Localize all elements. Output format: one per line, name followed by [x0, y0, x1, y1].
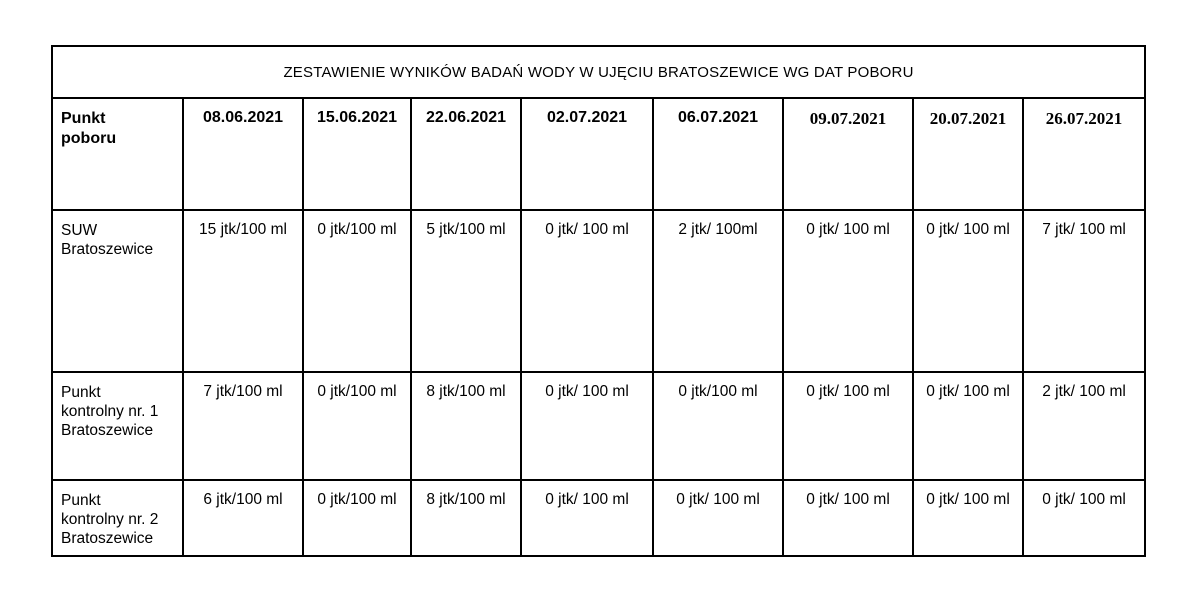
row-label-line: Punkt	[61, 384, 101, 401]
header-date: 08.06.2021	[183, 98, 303, 210]
row-label-line: Bratoszewice	[61, 422, 154, 439]
result-cell: 7 jtk/ 100 ml	[1023, 210, 1145, 372]
result-cell: 0 jtk/ 100 ml	[913, 210, 1023, 372]
result-cell: 0 jtk/ 100 ml	[783, 372, 913, 480]
row-label-suw	[52, 210, 183, 372]
header-label-line: poboru	[61, 130, 117, 147]
header-date: 15.06.2021	[303, 98, 411, 210]
result-cell: 0 jtk/100 ml	[303, 480, 411, 556]
table-row	[52, 480, 1145, 556]
row-label-line: Bratoszewice	[61, 530, 154, 547]
result-cell: 7 jtk/100 ml	[183, 372, 303, 480]
result-cell: 8 jtk/100 ml	[411, 372, 521, 480]
result-cell: 0 jtk/100 ml	[303, 210, 411, 372]
table-row	[52, 372, 1145, 480]
title-row	[52, 46, 1145, 98]
header-date: 06.07.2021	[653, 98, 783, 210]
header-label-line: Punkt	[61, 110, 106, 127]
row-label-line: Punkt	[61, 492, 101, 509]
header-row	[52, 98, 1145, 210]
row-label-line: kontrolny nr. 1	[61, 403, 159, 420]
header-date: 02.07.2021	[521, 98, 653, 210]
row-label-line: SUW	[61, 222, 98, 239]
table-row	[52, 210, 1145, 372]
result-cell: 8 jtk/100 ml	[411, 480, 521, 556]
row-label-punkt-kontrolny-1	[52, 372, 183, 480]
header-date: 22.06.2021	[411, 98, 521, 210]
header-label-punkt-poboru	[52, 98, 183, 210]
result-cell: 2 jtk/ 100 ml	[1023, 372, 1145, 480]
result-cell: 0 jtk/ 100 ml	[913, 372, 1023, 480]
result-cell: 0 jtk/100 ml	[653, 372, 783, 480]
result-cell: 15 jtk/100 ml	[183, 210, 303, 372]
result-cell: 0 jtk/100 ml	[303, 372, 411, 480]
result-cell: 0 jtk/ 100 ml	[521, 210, 653, 372]
result-cell: 2 jtk/ 100ml	[653, 210, 783, 372]
result-cell: 0 jtk/ 100 ml	[783, 480, 913, 556]
row-label-line: kontrolny nr. 2	[61, 511, 159, 528]
result-cell: 0 jtk/ 100 ml	[1023, 480, 1145, 556]
result-cell: 0 jtk/ 100 ml	[521, 372, 653, 480]
header-date: 26.07.2021	[1023, 98, 1145, 210]
table-title: ZESTAWIENIE WYNIKÓW BADAŃ WODY W UJĘCIU BRATOSZEWICE WG DAT POBORU	[52, 46, 1145, 98]
result-cell: 0 jtk/ 100 ml	[913, 480, 1023, 556]
header-date: 20.07.2021	[913, 98, 1023, 210]
result-cell: 0 jtk/ 100 ml	[653, 480, 783, 556]
result-cell: 0 jtk/ 100 ml	[521, 480, 653, 556]
row-label-line: Bratoszewice	[61, 241, 154, 258]
row-label-punkt-kontrolny-2	[52, 480, 183, 556]
result-cell: 0 jtk/ 100 ml	[783, 210, 913, 372]
result-cell: 5 jtk/100 ml	[411, 210, 521, 372]
result-cell: 6 jtk/100 ml	[183, 480, 303, 556]
results-table	[51, 45, 1146, 557]
header-date: 09.07.2021	[783, 98, 913, 210]
